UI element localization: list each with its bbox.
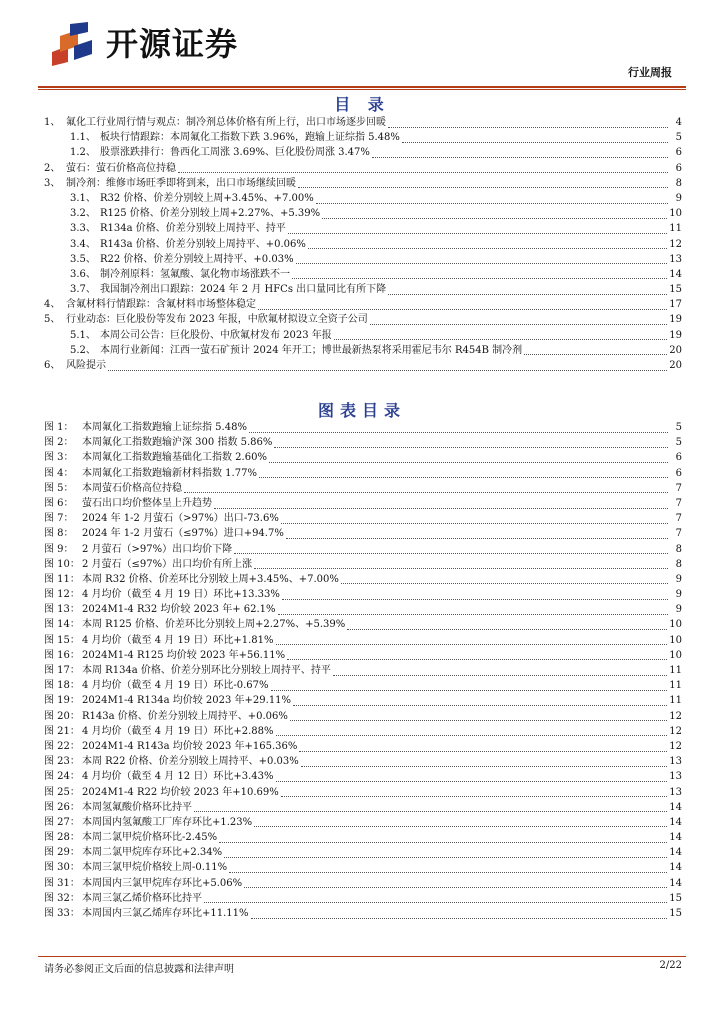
- entry-text: 我国制冷剂出口跟踪：2024 年 2 月 HFCs 出口量同比有所下降: [100, 284, 387, 296]
- dot-leader: [194, 802, 667, 812]
- entry-page: 8: [675, 543, 682, 555]
- figure-entry[interactable]: [44, 542, 682, 557]
- entry-page: 11: [669, 680, 682, 692]
- entry-text: 本周公司公告：巨化股份、中欣氟材发布 2023 年报: [100, 329, 332, 341]
- entry-number: 图 15：: [44, 634, 80, 646]
- entry-number: 图 1：: [44, 422, 74, 433]
- figure-entry[interactable]: [44, 785, 682, 800]
- dot-leader: [276, 635, 668, 645]
- entry-number: 图 19：: [44, 695, 80, 707]
- dot-leader: [296, 254, 668, 264]
- figure-entry[interactable]: [44, 891, 682, 906]
- entry-page: 17: [669, 299, 682, 311]
- dot-leader: [333, 666, 667, 676]
- entry-text: 风险提示: [66, 360, 106, 371]
- figures-title: 图表目录: [317, 401, 406, 420]
- entry-text: 本周 R134a 价格、价差分别环比分别较上周持平、持平: [82, 665, 331, 676]
- entry-number: 图 22：: [44, 740, 80, 752]
- dot-leader: [249, 423, 668, 433]
- entry-text: 本周国内三氯甲烷库存环比+5.06%: [82, 877, 243, 889]
- entry-text: R22 价格、价差分别较上周持平、+0.03%: [100, 253, 294, 265]
- entry-text: R32 价格、价差分别较上周+3.45%、+7.00%: [100, 192, 314, 204]
- entry-page: 7: [675, 497, 682, 509]
- dot-leader: [258, 300, 667, 310]
- figure-entry[interactable]: [44, 815, 682, 830]
- entry-number: 图 14：: [44, 619, 80, 631]
- entry-page: 14: [669, 832, 682, 844]
- entry-text: 本周二氯甲烷价格环比-2.45%: [82, 832, 218, 844]
- toc-entry[interactable]: [44, 145, 682, 160]
- entry-number: 1.1、: [70, 132, 96, 144]
- toc-entry[interactable]: [44, 358, 682, 373]
- entry-number: 图 9：: [44, 543, 74, 555]
- dot-leader: [276, 772, 668, 782]
- figure-entry[interactable]: [44, 739, 682, 754]
- entry-page: 12: [669, 238, 682, 250]
- entry-number: 3、: [44, 177, 61, 189]
- entry-number: 图 21：: [44, 725, 80, 737]
- entry-page: 9: [675, 573, 682, 585]
- figure-entry[interactable]: [44, 496, 682, 511]
- logo-text: 开源证券: [106, 25, 239, 63]
- figure-entry[interactable]: [44, 693, 682, 708]
- figure-entry[interactable]: [44, 481, 682, 496]
- figure-entry[interactable]: [44, 526, 682, 541]
- entry-text: 2 月萤石（>97%）出口均价下降: [82, 543, 233, 555]
- entry-number: 图 5：: [44, 482, 74, 494]
- dot-leader: [224, 848, 667, 858]
- entry-page: 11: [669, 223, 682, 235]
- toc-entry[interactable]: [44, 191, 682, 206]
- entry-number: 图 28：: [44, 832, 80, 844]
- entry-text: 本周萤石价格高位持稳: [82, 482, 182, 494]
- entry-page: 14: [669, 268, 682, 280]
- entry-number: 图 17：: [44, 665, 80, 676]
- figure-entry[interactable]: [44, 709, 682, 724]
- toc-entry[interactable]: [44, 312, 682, 327]
- entry-text: 萤石出口均价整体呈上升趋势: [82, 497, 212, 509]
- entry-text: 本周二氯甲烷库存环比+2.34%: [82, 847, 223, 859]
- entry-number: 图 33：: [44, 908, 80, 919]
- dot-leader: [347, 620, 667, 630]
- dot-leader: [402, 133, 668, 143]
- entry-text: 4 月均价（截至 4 月 12 日）环比+3.43%: [82, 771, 274, 783]
- entry-number: 图 24：: [44, 771, 80, 783]
- dot-leader: [278, 605, 668, 615]
- dot-leader: [308, 239, 667, 249]
- entry-page: 10: [669, 619, 682, 631]
- entry-page: 6: [675, 147, 682, 159]
- toc-entry[interactable]: [44, 176, 682, 191]
- entry-page: 15: [669, 892, 682, 904]
- dot-leader: [524, 345, 667, 355]
- entry-number: 3.3、: [70, 223, 96, 235]
- dot-leader: [287, 650, 667, 660]
- figure-entry[interactable]: [44, 450, 682, 465]
- entry-page: 11: [669, 695, 682, 707]
- dot-leader: [292, 269, 667, 279]
- entry-number: 3.4、: [70, 238, 96, 250]
- entry-text: 本周氢氟酸价格环比持平: [82, 801, 192, 813]
- entry-number: 图 11：: [44, 573, 80, 585]
- entry-page: 20: [669, 344, 682, 356]
- entry-number: 图 2：: [44, 437, 74, 449]
- figure-entry[interactable]: [44, 845, 682, 860]
- entry-page: 13: [669, 771, 682, 783]
- figure-entry[interactable]: [44, 466, 682, 481]
- figure-entry[interactable]: [44, 648, 682, 663]
- entry-number: 5、: [44, 314, 61, 326]
- entry-page: 14: [669, 847, 682, 859]
- entry-text: 本周 R22 价格、价差分别较上周持平、+0.03%: [82, 756, 299, 768]
- dot-leader: [178, 163, 668, 173]
- toc-title: 目 录: [334, 95, 390, 114]
- entry-text: 2024M1-4 R32 均价较 2023 年+ 62.1%: [82, 604, 276, 616]
- entry-page: 12: [669, 710, 682, 722]
- entry-text: 本周 R32 价格、价差环比分别较上周+3.45%、+7.00%: [82, 573, 339, 585]
- entry-number: 图 7：: [44, 513, 74, 525]
- figure-entry[interactable]: [44, 511, 682, 526]
- entry-page: 20: [669, 360, 682, 371]
- header-divider: [38, 86, 686, 88]
- toc-entry[interactable]: [44, 237, 682, 252]
- entry-page: 14: [669, 801, 682, 813]
- entry-text: 氟化工行业周行情与观点：制冷剂总体价格有所上行，出口市场逐步回暖: [66, 117, 386, 128]
- page-header: [38, 14, 686, 79]
- entry-number: 图 32：: [44, 892, 80, 904]
- dot-leader: [254, 817, 667, 827]
- toc-entry[interactable]: [44, 343, 682, 358]
- dot-leader: [288, 224, 668, 234]
- figure-entry[interactable]: [44, 602, 682, 617]
- dot-leader: [244, 878, 667, 888]
- figure-entry[interactable]: [44, 830, 682, 845]
- dot-leader: [286, 529, 668, 539]
- dot-leader: [274, 438, 668, 448]
- figure-entry[interactable]: [44, 420, 682, 435]
- entry-text: 本周氟化工指数跑输上证综指 5.48%: [82, 422, 247, 433]
- entry-text: 含氟材料行情跟踪：含氟材料市场整体稳定: [66, 299, 256, 311]
- entry-page: 8: [675, 558, 682, 570]
- entry-number: 图 20：: [44, 710, 80, 722]
- entry-page: 13: [669, 253, 682, 265]
- dot-leader: [388, 285, 667, 295]
- entry-text: 4 月均价（截至 4 月 19 日）环比-0.67%: [82, 680, 269, 692]
- entry-text: 2024M1-4 R22 均价较 2023 年+10.69%: [82, 786, 279, 798]
- entry-number: 图 16：: [44, 649, 80, 661]
- entry-page: 4: [675, 117, 682, 128]
- entry-text: 本周行业新闻：江西一萤石矿预计 2024 年开工；博世最新热泵将采用霍尼韦尔 R454B 制冷剂: [100, 344, 523, 356]
- figure-entry[interactable]: [44, 769, 682, 784]
- entry-page: 7: [675, 528, 682, 540]
- figures-list: [44, 420, 682, 921]
- dot-leader: [372, 148, 668, 158]
- dot-leader: [293, 696, 667, 706]
- entry-number: 图 27：: [44, 816, 80, 828]
- entry-number: 6、: [44, 360, 61, 371]
- entry-number: 图 18：: [44, 680, 80, 692]
- entry-text: R134a 价格、价差分别较上周持平、持平: [100, 223, 286, 235]
- entry-text: 制冷剂：维修市场旺季即将到来，出口市场继续回暖: [66, 177, 296, 189]
- entry-page: 10: [669, 649, 682, 661]
- entry-number: 3.5、: [70, 253, 96, 265]
- entry-page: 9: [675, 589, 682, 601]
- dot-leader: [269, 453, 668, 463]
- toc-entry[interactable]: [44, 130, 682, 145]
- entry-number: 1、: [44, 117, 61, 128]
- toc-entry[interactable]: [44, 206, 682, 221]
- entry-page: 19: [669, 329, 682, 341]
- entry-page: 8: [675, 177, 682, 189]
- footer-divider: [38, 956, 686, 957]
- dot-leader: [370, 315, 667, 325]
- entry-page: 9: [675, 604, 682, 616]
- figure-entry[interactable]: [44, 724, 682, 739]
- entry-number: 图 30：: [44, 862, 80, 874]
- dot-leader: [281, 514, 668, 524]
- dot-leader: [388, 118, 668, 128]
- entry-text: 制冷剂原料：氢氟酸、氯化物市场涨跌不一: [100, 268, 290, 280]
- entry-text: R125 价格、价差分别较上周+2.27%、+5.39%: [100, 208, 321, 220]
- entry-number: 1.2、: [70, 147, 96, 159]
- entry-text: 2 月萤石（≤97%）出口均价有所上涨: [82, 558, 253, 570]
- entry-number: 图 10：: [44, 558, 80, 570]
- entry-text: 本周氟化工指数跑输基础化工指数 2.60%: [82, 452, 267, 464]
- entry-page: 14: [669, 862, 682, 874]
- entry-text: R143a 价格、价差分别较上周持平、+0.06%: [82, 710, 288, 722]
- entry-number: 图 25：: [44, 786, 80, 798]
- entry-text: 2024M1-4 R134a 均价较 2023 年+29.11%: [82, 695, 292, 707]
- figure-entry[interactable]: [44, 876, 682, 891]
- entry-text: R143a 价格、价差分别较上周持平、+0.06%: [100, 238, 306, 250]
- entry-text: 4 月均价（截至 4 月 19 日）环比+13.33%: [82, 589, 280, 601]
- report-type-label: 行业周报: [628, 66, 672, 79]
- entry-number: 3.2、: [70, 208, 96, 220]
- dot-leader: [259, 468, 668, 478]
- entry-number: 图 31：: [44, 877, 80, 889]
- entry-page: 6: [675, 452, 682, 464]
- toc-entry[interactable]: [44, 328, 682, 343]
- entry-page: 15: [669, 284, 682, 296]
- entry-number: 图 13：: [44, 604, 80, 616]
- entry-text: 2024 年 1-2 月萤石（≤97%）进口+94.7%: [82, 528, 284, 540]
- entry-text: 2024M1-4 R143a 均价较 2023 年+165.36%: [82, 740, 298, 752]
- entry-page: 14: [669, 816, 682, 828]
- toc-entry[interactable]: [44, 115, 682, 130]
- dot-leader: [290, 711, 667, 721]
- figure-entry[interactable]: [44, 860, 682, 875]
- figure-entry[interactable]: [44, 572, 682, 587]
- dot-leader: [108, 361, 667, 371]
- entry-page: 12: [669, 740, 682, 752]
- dot-leader: [276, 726, 668, 736]
- dot-leader: [214, 499, 668, 509]
- toc-entry[interactable]: [44, 252, 682, 267]
- entry-number: 图 8：: [44, 528, 74, 540]
- entry-page: 5: [675, 422, 682, 433]
- entry-page: 13: [669, 786, 682, 798]
- entry-number: 4、: [44, 299, 61, 311]
- dot-leader: [271, 681, 668, 691]
- company-logo: [48, 20, 258, 68]
- dot-leader: [204, 893, 667, 903]
- entry-page: 19: [669, 314, 682, 326]
- entry-text: 2024 年 1-2 月萤石（>97%）出口-73.6%: [82, 513, 279, 525]
- toc-entry[interactable]: [44, 267, 682, 282]
- entry-number: 5.1、: [70, 329, 96, 341]
- toc-list: [44, 115, 682, 373]
- dot-leader: [299, 742, 667, 752]
- dot-leader: [334, 330, 667, 340]
- figure-entry[interactable]: [44, 800, 682, 815]
- entry-text: 本周国内氢氟酸工厂库存环比+1.23%: [82, 816, 253, 828]
- entry-text: 本周三氯乙烯价格环比持平: [82, 892, 202, 904]
- entry-page: 6: [675, 467, 682, 479]
- figure-entry[interactable]: [44, 906, 682, 921]
- entry-page: 5: [675, 132, 682, 144]
- entry-page: 14: [669, 877, 682, 889]
- entry-number: 图 3：: [44, 452, 74, 464]
- figure-entry[interactable]: [44, 557, 682, 572]
- dot-leader: [281, 787, 668, 797]
- entry-page: 13: [669, 756, 682, 768]
- figure-entry[interactable]: [44, 617, 682, 632]
- entry-text: 股票涨跌排行：鲁西化工周涨 3.69%、巨化股份周涨 3.47%: [100, 147, 370, 159]
- dot-leader: [184, 483, 668, 493]
- entry-number: 5.2、: [70, 344, 96, 356]
- entry-text: 4 月均价（截至 4 月 19 日）环比+2.88%: [82, 725, 274, 737]
- dot-leader: [341, 574, 668, 584]
- dot-leader: [234, 544, 668, 554]
- entry-page: 12: [669, 725, 682, 737]
- dot-leader: [316, 194, 668, 204]
- entry-number: 图 26：: [44, 801, 80, 813]
- dot-leader: [322, 209, 667, 219]
- entry-page: 9: [675, 192, 682, 204]
- entry-number: 图 23：: [44, 756, 80, 768]
- entry-page: 15: [669, 908, 682, 919]
- entry-number: 3.6、: [70, 268, 96, 280]
- header-divider-thin: [38, 89, 686, 90]
- dot-leader: [301, 757, 668, 767]
- entry-page: 7: [675, 482, 682, 494]
- entry-page: 10: [669, 634, 682, 646]
- entry-number: 2、: [44, 162, 61, 174]
- figure-entry[interactable]: [44, 587, 682, 602]
- dot-leader: [251, 909, 668, 919]
- entry-text: 本周三氯甲烷价格较上周-0.11%: [82, 862, 228, 874]
- page-number: 2/22: [659, 960, 682, 971]
- entry-text: 行业动态：巨化股份等发布 2023 年报，中欣氟材拟设立全资子公司: [66, 314, 368, 326]
- toc-entry[interactable]: [44, 282, 682, 297]
- entry-page: 7: [675, 513, 682, 525]
- entry-text: 本周氟化工指数跑输沪深 300 指数 5.86%: [82, 437, 273, 449]
- entry-text: 本周氟化工指数跑输新材料指数 1.77%: [82, 467, 257, 479]
- dot-leader: [298, 178, 668, 188]
- entry-page: 11: [669, 665, 682, 676]
- toc-entry[interactable]: [44, 221, 682, 236]
- dot-leader: [229, 863, 667, 873]
- entry-text: 2024M1-4 R125 均价较 2023 年+56.11%: [82, 649, 286, 661]
- entry-number: 图 29：: [44, 847, 80, 859]
- entry-text: 本周国内三氯乙烯库存环比+11.11%: [82, 908, 249, 919]
- entry-page: 10: [669, 208, 682, 220]
- figure-entry[interactable]: [44, 435, 682, 450]
- entry-number: 图 4：: [44, 467, 74, 479]
- figure-entry[interactable]: [44, 633, 682, 648]
- entry-text: 萤石：萤石价格高位持稳: [66, 162, 176, 174]
- figure-entry[interactable]: [44, 678, 682, 693]
- entry-text: 4 月均价（截至 4 月 19 日）环比+1.81%: [82, 634, 274, 646]
- toc-entry[interactable]: [44, 161, 682, 176]
- entry-number: 图 6：: [44, 497, 74, 509]
- footer-disclaimer: 请务必参阅正文后面的信息披露和法律声明: [44, 964, 234, 975]
- entry-page: 6: [675, 162, 682, 174]
- figure-entry[interactable]: [44, 754, 682, 769]
- entry-number: 3.1、: [70, 192, 96, 204]
- entry-text: 本周 R125 价格、价差环比分别较上周+2.27%、+5.39%: [82, 619, 346, 631]
- dot-leader: [254, 559, 668, 569]
- figure-entry[interactable]: [44, 663, 682, 678]
- logo-mark-icon: [48, 22, 98, 66]
- dot-leader: [219, 833, 667, 843]
- toc-entry[interactable]: [44, 297, 682, 312]
- entry-number: 3.7、: [70, 284, 96, 296]
- entry-number: 图 12：: [44, 589, 80, 601]
- dot-leader: [282, 590, 668, 600]
- entry-page: 5: [675, 437, 682, 449]
- entry-text: 板块行情跟踪：本周氟化工指数下跌 3.96%，跑输上证综指 5.48%: [100, 132, 400, 144]
